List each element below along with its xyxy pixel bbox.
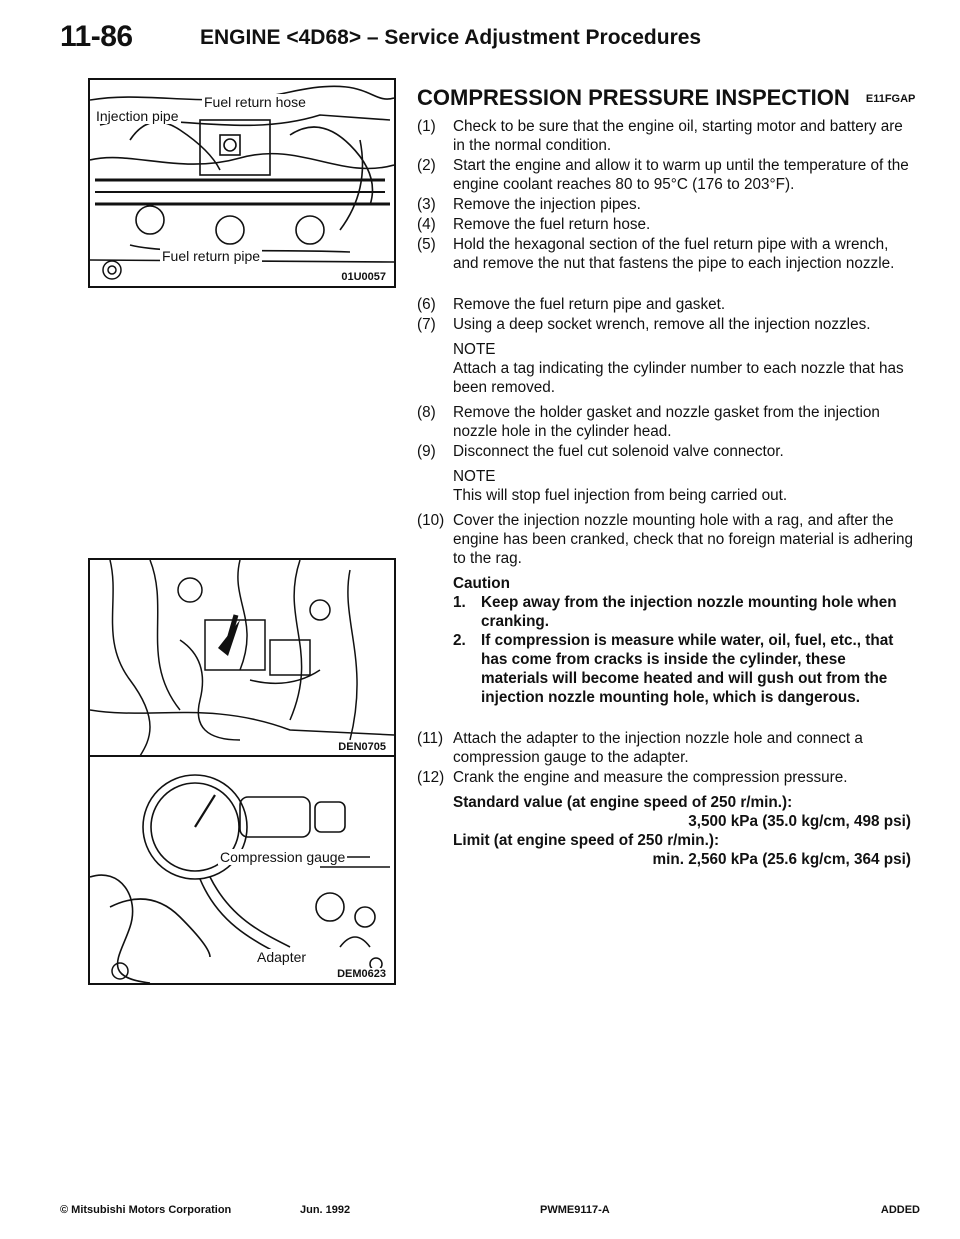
step-text: Start the engine and allow it to warm up until the temperature of the engine coolant reaches 80 to 95°C (176 to 203°F). bbox=[453, 156, 909, 193]
step-text: Remove the holder gasket and nozzle gasket from the injection nozzle hole in the cylinder head. bbox=[453, 403, 880, 440]
page-header bbox=[60, 20, 920, 56]
figure-code: DEM0623 bbox=[337, 968, 386, 980]
step-number: (3) bbox=[417, 195, 436, 213]
note-text: Attach a tag indicating the cylinder number to each nozzle that has been removed. bbox=[453, 359, 904, 396]
step-2 bbox=[415, 156, 915, 194]
step-number: (8) bbox=[417, 403, 436, 421]
step-number: (6) bbox=[417, 295, 436, 313]
step-text: Remove the fuel return pipe and gasket. bbox=[453, 295, 726, 313]
spec-values bbox=[415, 793, 915, 869]
label-adapter: Adapter bbox=[257, 949, 307, 965]
step-12 bbox=[415, 768, 915, 787]
figure-injection-nozzles bbox=[88, 558, 396, 758]
caution-text: Keep away from the injection nozzle mounting hole when cranking. bbox=[481, 593, 897, 630]
step-1 bbox=[415, 117, 915, 155]
label-injection-pipe: Injection pipe bbox=[96, 108, 179, 124]
caution-number: 1. bbox=[453, 593, 466, 611]
step-text: Crank the engine and measure the compression pressure. bbox=[453, 768, 848, 786]
step-text: Cover the injection nozzle mounting hole with a rag, and after the engine has been cranked, check that no foreign material is adhering to the rag. bbox=[453, 511, 914, 567]
step-3 bbox=[415, 195, 915, 214]
caution-item-2 bbox=[415, 631, 915, 707]
step-text: Attach the adapter to the injection nozzle hole and connect a compression gauge to the adapter. bbox=[453, 729, 863, 766]
label-compression-gauge: Compression gauge bbox=[220, 849, 346, 865]
step-9 bbox=[415, 442, 915, 461]
step-7 bbox=[415, 315, 915, 334]
footer-status: ADDED bbox=[880, 1204, 920, 1216]
limit-value: min. 2,560 kPa (25.6 kg/cm, 364 psi) bbox=[652, 850, 911, 868]
limit-label: Limit (at engine speed of 250 r/min.): bbox=[453, 831, 720, 849]
label-fuel-return-pipe: Fuel return pipe bbox=[162, 248, 261, 264]
step-number: (2) bbox=[417, 156, 436, 174]
page-number: 11-86 bbox=[60, 20, 133, 53]
section-title bbox=[417, 85, 916, 110]
step-number: (9) bbox=[417, 442, 436, 460]
footer-date: Jun. 1992 bbox=[300, 1204, 351, 1216]
step-number: (12) bbox=[417, 768, 445, 786]
footer-copyright: © Mitsubishi Motors Corporation bbox=[60, 1204, 232, 1216]
step-4 bbox=[415, 215, 915, 234]
step-5 bbox=[415, 235, 915, 273]
note-label: NOTE bbox=[453, 467, 496, 485]
figure-fuel-return-pipe bbox=[88, 78, 396, 288]
step-text: Disconnect the fuel cut solenoid valve connector. bbox=[453, 442, 784, 460]
step-8 bbox=[415, 403, 915, 441]
figure-code: 01U0057 bbox=[341, 271, 386, 283]
footer-doc-code: PWME9117-A bbox=[540, 1204, 610, 1216]
note-text: This will stop fuel injection from being carried out. bbox=[453, 486, 788, 504]
note-2 bbox=[415, 467, 915, 505]
step-number: (11) bbox=[417, 729, 444, 747]
page-title: ENGINE <4D68> – Service Adjustment Procedures bbox=[200, 26, 702, 49]
step-text: Using a deep socket wrench, remove all the injection nozzles. bbox=[453, 315, 871, 333]
caution-title: Caution bbox=[453, 574, 510, 592]
step-6 bbox=[415, 295, 915, 314]
engine-illustration-3 bbox=[90, 757, 394, 983]
step-text: Remove the injection pipes. bbox=[453, 195, 641, 213]
step-number: (4) bbox=[417, 215, 436, 233]
step-text: Remove the fuel return hose. bbox=[453, 215, 651, 233]
step-number: (10) bbox=[417, 511, 445, 529]
step-11 bbox=[415, 729, 915, 767]
engine-illustration-2 bbox=[90, 560, 394, 756]
note-label: NOTE bbox=[453, 340, 496, 358]
section-title-text: COMPRESSION PRESSURE INSPECTION bbox=[417, 85, 850, 110]
section-code: E11FGAP bbox=[865, 92, 916, 105]
standard-value: 3,500 kPa (35.0 kg/cm, 498 psi) bbox=[688, 812, 911, 830]
label-fuel-return-hose: Fuel return hose bbox=[204, 94, 306, 110]
step-number: (5) bbox=[417, 235, 436, 253]
step-10 bbox=[415, 511, 915, 568]
caution-item-1 bbox=[415, 593, 915, 631]
standard-value-label: Standard value (at engine speed of 250 r/min.): bbox=[453, 793, 793, 811]
figure-compression-gauge bbox=[88, 755, 396, 985]
figure-code: DEN0705 bbox=[338, 741, 386, 753]
caution-text: If compression is measure while water, oil, fuel, etc., that has come from cracks is inside the cylinder, these materials will become heated and will gush out from the injection nozzle mounting hole, which is dangerous. bbox=[481, 631, 894, 706]
note-1 bbox=[415, 340, 915, 397]
procedure-text bbox=[415, 85, 916, 869]
step-text: Check to be sure that the engine oil, starting motor and battery are in the normal condition. bbox=[453, 117, 903, 154]
caution-number: 2. bbox=[453, 631, 466, 649]
step-number: (7) bbox=[417, 315, 436, 333]
page-footer bbox=[60, 1204, 920, 1224]
step-number: (1) bbox=[417, 117, 436, 135]
step-text: Hold the hexagonal section of the fuel return pipe with a wrench, and remove the nut that fastens the pipe to each injection nozzle. bbox=[453, 235, 895, 272]
